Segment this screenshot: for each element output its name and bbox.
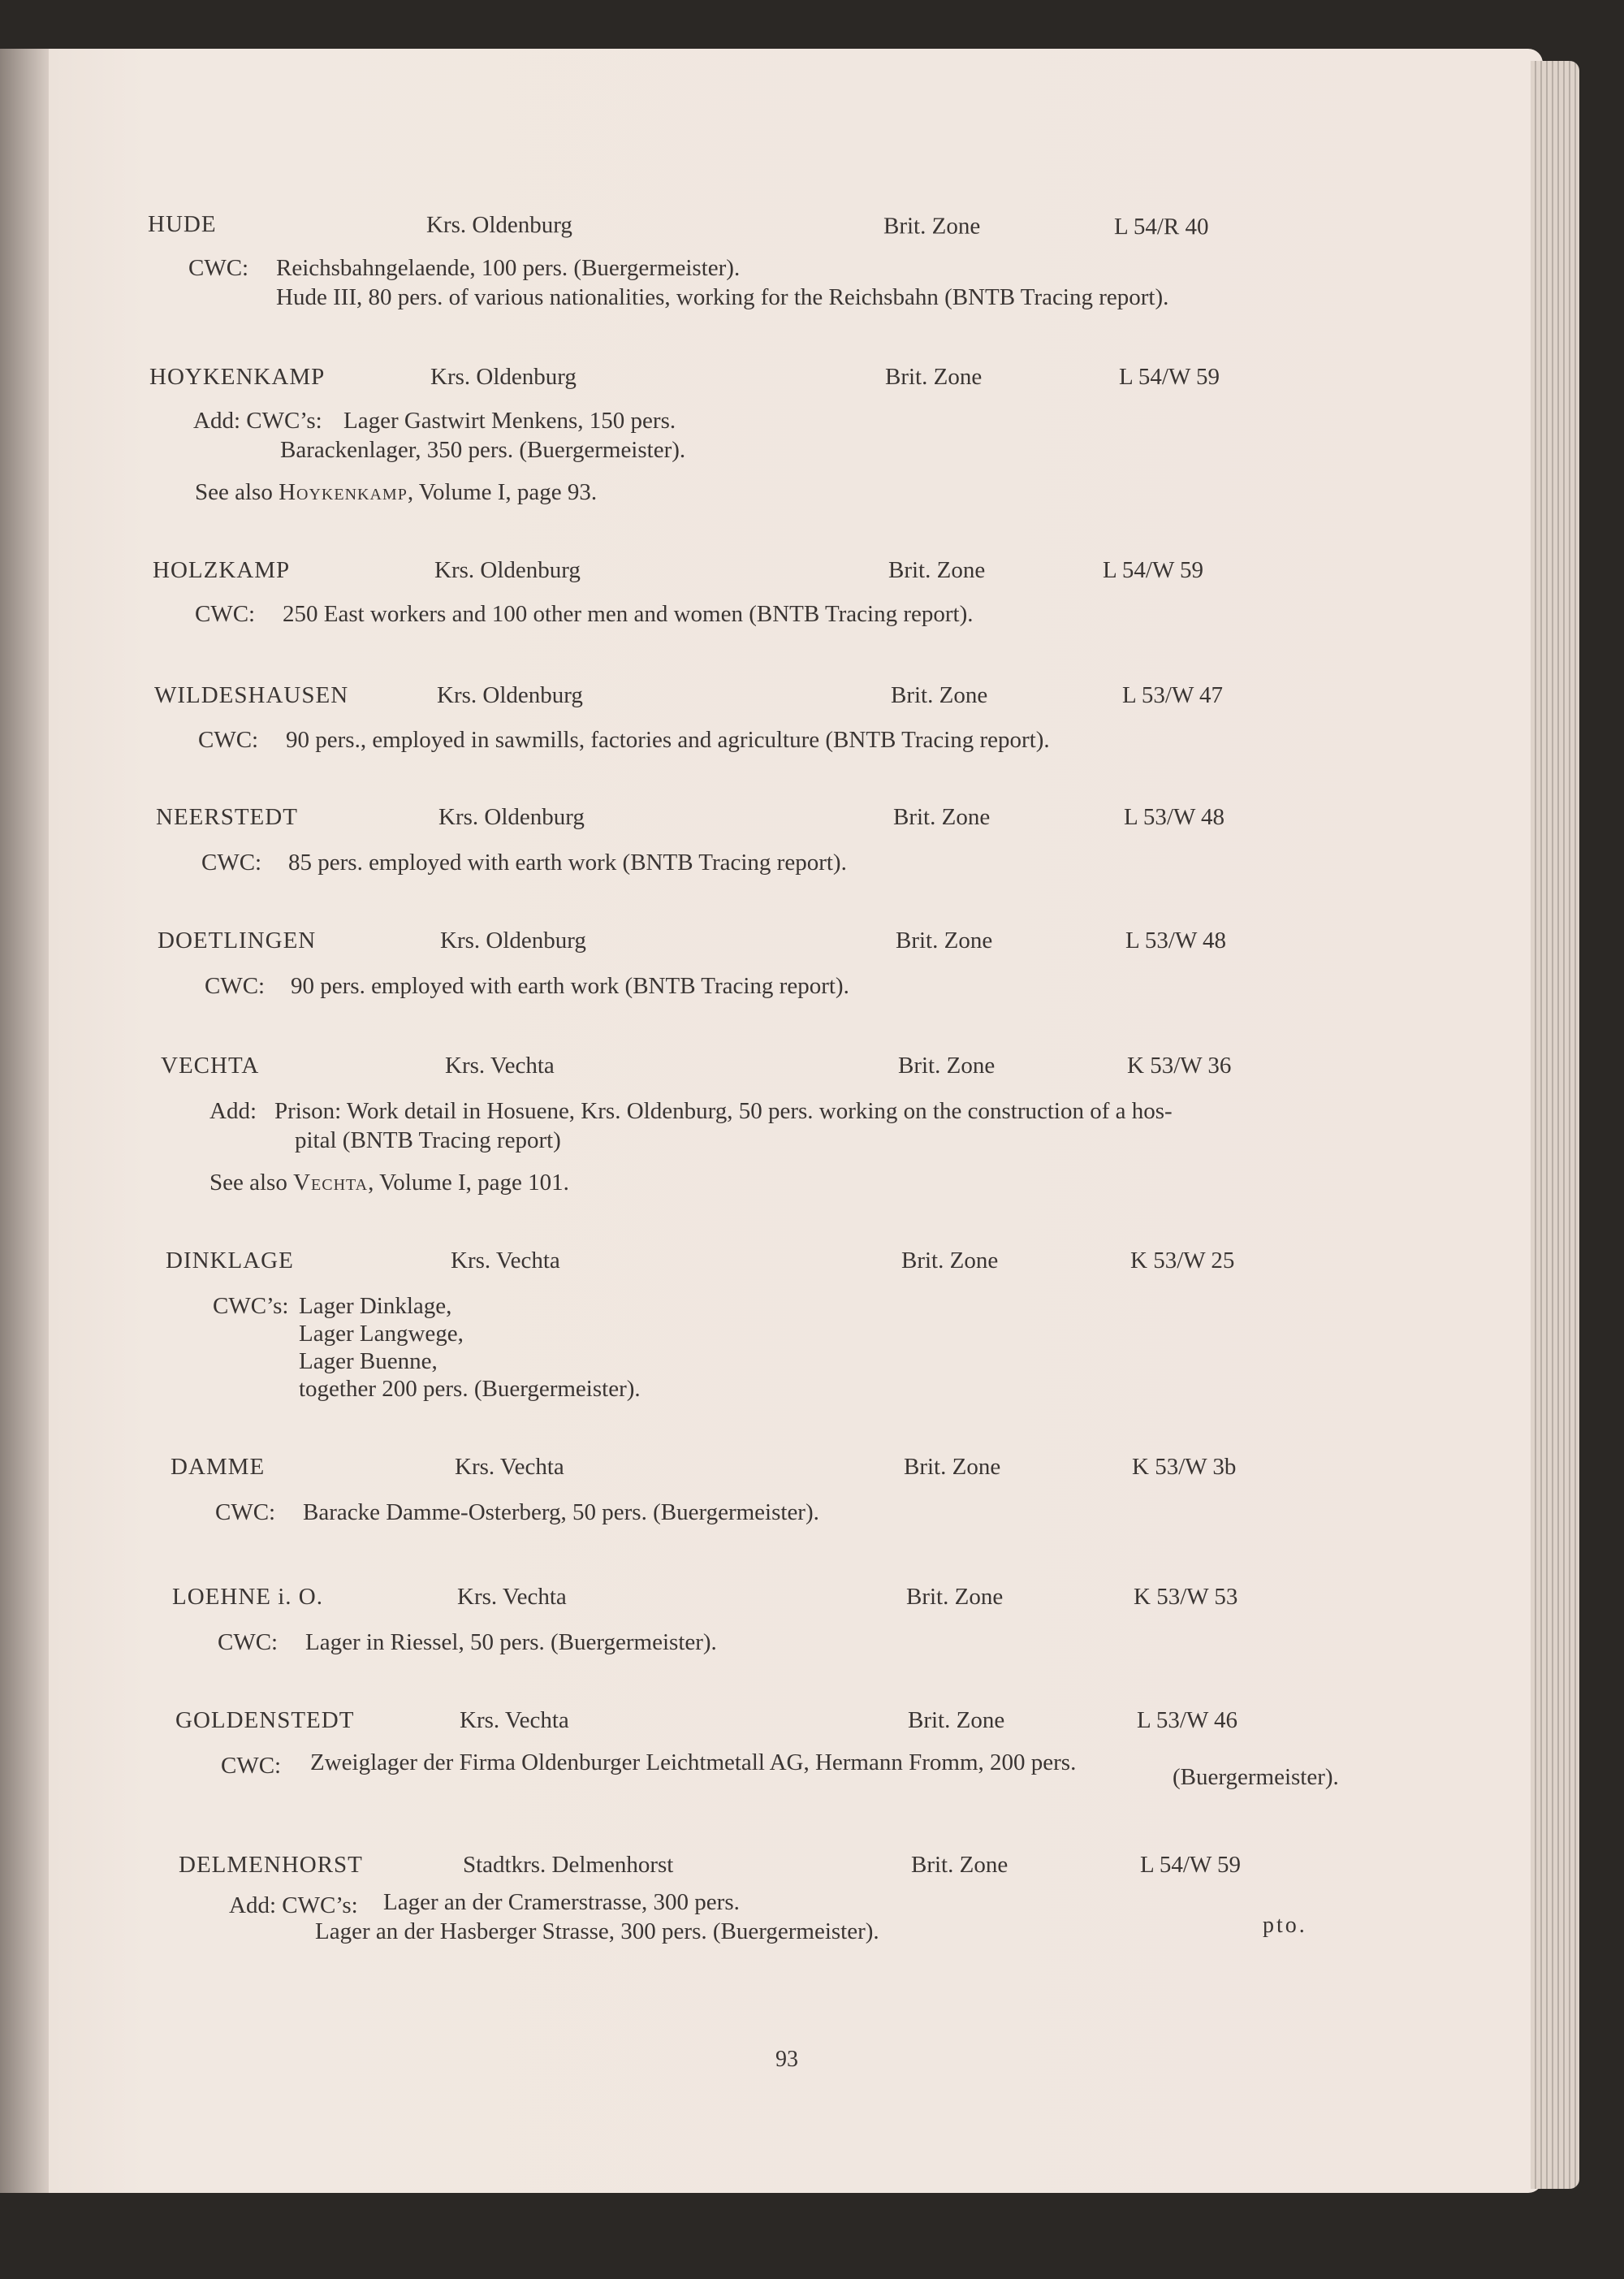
entry-line: Lager in Riessel, 50 pers. (Buergermeister). <box>305 1629 717 1655</box>
zone: Brit. Zone <box>888 557 986 583</box>
map-grid: L 53/W 48 <box>1125 928 1227 954</box>
entry-line: (Buergermeister). <box>1173 1764 1339 1790</box>
entry-line: Lager Buenne, <box>299 1348 438 1374</box>
entry-label: CWC: <box>218 1629 279 1655</box>
district: Krs. Oldenburg <box>438 804 585 830</box>
map-grid: L 53/W 48 <box>1124 804 1225 830</box>
entry-label: Add: CWC’s: <box>229 1892 358 1918</box>
entry-label: CWC: <box>215 1499 276 1525</box>
district: Krs. Oldenburg <box>425 211 572 239</box>
page-number: 93 <box>775 2047 798 2072</box>
map-grid: L 53/W 47 <box>1122 682 1224 708</box>
entry-wildeshausen <box>0 682 1543 753</box>
map-grid: L 53/W 46 <box>1137 1707 1238 1733</box>
page-turn-note: pto. <box>1263 1913 1307 1938</box>
map-grid: K 53/W 36 <box>1127 1053 1232 1079</box>
entry-line: pital (BNTB Tracing report) <box>295 1127 561 1153</box>
map-grid: K 53/W 25 <box>1130 1248 1235 1274</box>
district: Krs. Vechta <box>451 1248 560 1274</box>
entry-label: CWC’s: <box>213 1293 289 1319</box>
district: Krs. Vechta <box>455 1454 564 1480</box>
district: Krs. Vechta <box>445 1053 555 1079</box>
zone: Brit. Zone <box>911 1852 1009 1878</box>
place-name: HOYKENKAMP <box>149 364 326 390</box>
map-grid: L 54/W 59 <box>1119 364 1220 390</box>
entry-holzkamp <box>0 557 1543 627</box>
entry-label: CWC: <box>195 601 256 627</box>
entry-goldenstedt <box>0 1707 1543 1790</box>
place-name: DOETLINGEN <box>158 928 317 954</box>
zone: Brit. Zone <box>908 1707 1005 1733</box>
entry-line: Barackenlager, 350 pers. (Buergermeister). <box>280 437 686 463</box>
entry-line: Reichsbahngelaende, 100 pers. (Buergermeister). <box>276 255 741 281</box>
entry-line: together 200 pers. (Buergermeister). <box>299 1376 641 1402</box>
entry-line: Lager an der Cramerstrasse, 300 pers. <box>383 1889 740 1915</box>
entry-line: 250 East workers and 100 other men and women (BNTB Tracing report). <box>283 601 974 627</box>
see-also: See also Vechta, Volume I, page 101. <box>209 1170 569 1196</box>
entry-label: CWC: <box>188 255 249 281</box>
entry-line: Lager Dinklage, <box>299 1293 452 1319</box>
zone: Brit. Zone <box>891 682 988 708</box>
place-name: VECHTA <box>161 1053 260 1079</box>
zone: Brit. Zone <box>896 928 993 954</box>
place-name: DAMME <box>171 1454 266 1480</box>
entry-vechta <box>0 1053 1543 1196</box>
place-name: HUDE <box>147 210 217 238</box>
see-also: See also Hoykenkamp, Volume I, page 93. <box>195 479 598 505</box>
map-grid: L 54/R 40 <box>1113 214 1209 240</box>
district: Krs. Vechta <box>460 1707 569 1733</box>
entry-line: Lager Langwege, <box>299 1321 464 1347</box>
entry-dinklage <box>0 1248 1543 1402</box>
district: Krs. Vechta <box>457 1584 567 1610</box>
map-grid: K 53/W 53 <box>1134 1584 1238 1610</box>
place-name: DELMENHORST <box>179 1852 363 1878</box>
entry-line: Baracke Damme-Osterberg, 50 pers. (Buergermeister). <box>303 1499 819 1525</box>
entry-line: Lager an der Hasberger Strasse, 300 pers. (Buergermeister). <box>315 1918 879 1944</box>
place-name: LOEHNE i. O. <box>172 1584 323 1610</box>
entry-line: Prison: Work detail in Hosuene, Krs. Oldenburg, 50 pers. working on the construction of a hos- <box>274 1098 1173 1124</box>
zone: Brit. Zone <box>904 1454 1001 1480</box>
place-name: NEERSTEDT <box>156 804 298 830</box>
zone: Brit. Zone <box>906 1584 1004 1610</box>
zone: Brit. Zone <box>885 364 983 390</box>
place-name: HOLZKAMP <box>153 557 291 583</box>
place-name: GOLDENSTEDT <box>175 1707 355 1733</box>
entry-damme <box>0 1454 1543 1525</box>
place-name: WILDESHAUSEN <box>154 682 349 708</box>
entry-hoykenkamp <box>0 364 1543 505</box>
district: Krs. Oldenburg <box>434 557 581 583</box>
entry-loehne <box>0 1584 1543 1655</box>
entry-neerstedt <box>0 804 1543 876</box>
district: Krs. Oldenburg <box>440 928 586 954</box>
entry-label: CWC: <box>198 727 259 753</box>
place-name: DINKLAGE <box>166 1248 294 1274</box>
zone: Brit. Zone <box>893 804 991 830</box>
map-grid: L 54/W 59 <box>1103 557 1204 583</box>
entry-line: 90 pers., employed in sawmills, factories and agriculture (BNTB Tracing report). <box>286 727 1050 753</box>
entry-label: Add: CWC’s: <box>193 408 322 434</box>
entry-line: Zweiglager der Firma Oldenburger Leichtmetall AG, Hermann Fromm, 200 pers. <box>310 1749 1077 1775</box>
entry-line: 85 pers. employed with earth work (BNTB Tracing report). <box>288 850 847 876</box>
entry-line: Hude III, 80 pers. of various nationalities, working for the Reichsbahn (BNTB Tracing report). <box>276 284 1169 310</box>
district: Krs. Oldenburg <box>437 682 583 708</box>
zone: Brit. Zone <box>898 1053 996 1079</box>
entry-hude <box>0 210 1543 310</box>
entry-label: Add: <box>209 1098 257 1124</box>
zone: Brit. Zone <box>883 213 981 240</box>
entry-label: CWC: <box>205 973 266 999</box>
entry-line: Lager Gastwirt Menkens, 150 pers. <box>343 408 676 434</box>
entry-label: CWC: <box>201 850 262 876</box>
zone: Brit. Zone <box>901 1248 999 1274</box>
map-grid: K 53/W 3b <box>1132 1454 1237 1480</box>
entry-line: 90 pers. employed with earth work (BNTB Tracing report). <box>291 973 849 999</box>
map-grid: L 54/W 59 <box>1140 1852 1242 1878</box>
entry-doetlingen <box>0 928 1543 999</box>
entry-label: CWC: <box>221 1753 282 1779</box>
district: Krs. Oldenburg <box>430 364 577 390</box>
district: Stadtkrs. Delmenhorst <box>463 1852 674 1878</box>
